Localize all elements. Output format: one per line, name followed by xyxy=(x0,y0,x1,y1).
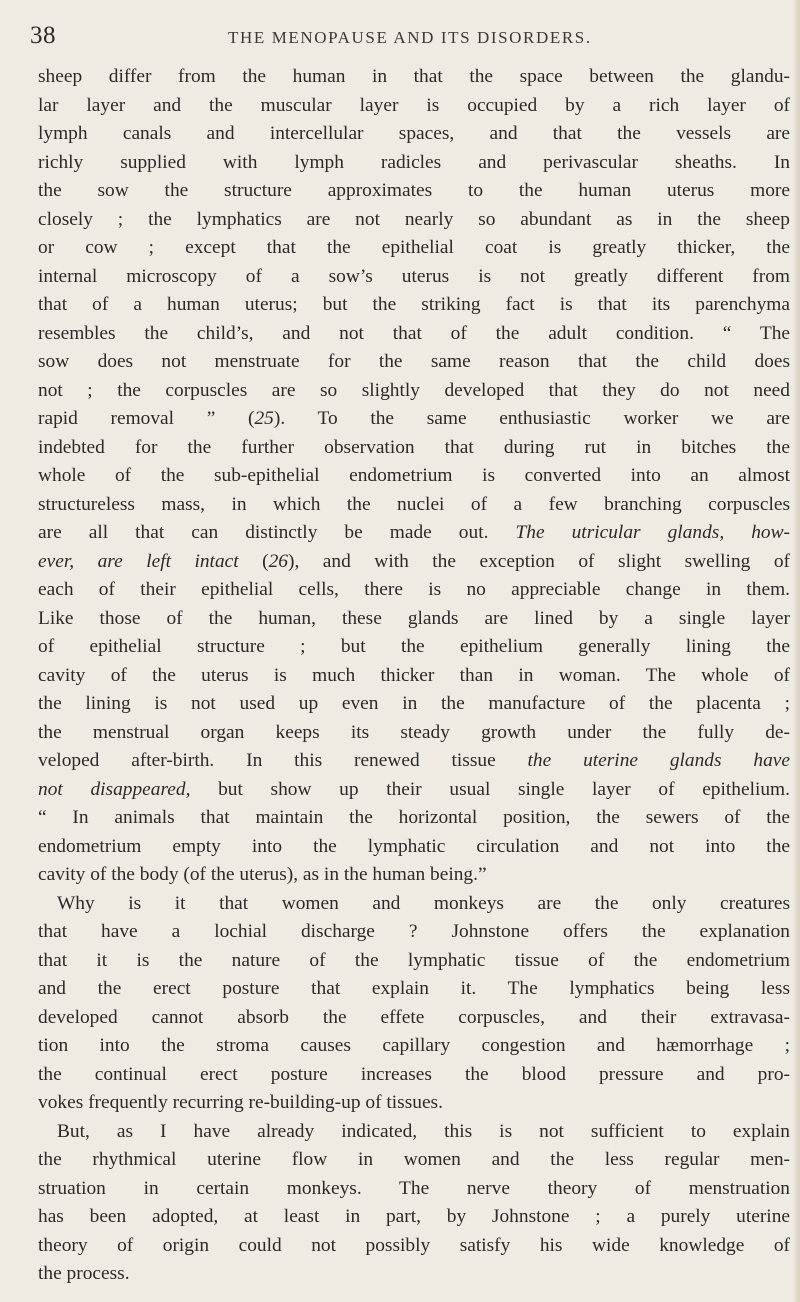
line-text: ). To the same enthusiastic worker we are xyxy=(273,408,790,429)
line-text: theory of origin could not possibly satisfy his wide knowledge of xyxy=(38,1234,790,1256)
text-line xyxy=(38,719,790,748)
text-line xyxy=(38,861,790,890)
text-line xyxy=(38,804,790,833)
italic-text: 25 xyxy=(254,408,274,429)
text-line xyxy=(38,918,790,947)
line-text: resembles the child’s, and not that of the adult condition. “ The xyxy=(38,322,790,344)
text-line xyxy=(38,92,790,121)
italic-text: ever, are left intact xyxy=(38,550,239,572)
text-line xyxy=(38,605,790,634)
page-edge xyxy=(794,0,800,1302)
text-line xyxy=(38,377,790,406)
line-text: lymph canals and intercellular spaces, and that the vessels are xyxy=(38,123,790,144)
line-text: the rhythmical uterine flow in women and the less regular men- xyxy=(38,1149,790,1170)
text-line xyxy=(38,662,790,691)
line-text: the lining is not used up even in the manufacture of the placenta ; xyxy=(38,693,790,714)
line-text: struation in certain monkeys. The nerve theory of menstruation xyxy=(38,1177,790,1199)
text-line xyxy=(38,320,790,349)
text-line xyxy=(38,548,790,577)
text-line xyxy=(38,519,790,548)
italic-text: The utricular glands, how- xyxy=(515,522,790,543)
line-text: not ; the corpuscles are so slightly developed that they do not need xyxy=(38,379,790,401)
line-text: the process. xyxy=(38,1263,130,1284)
italic-text: 26 xyxy=(268,550,288,572)
italic-text: the uterine glands have xyxy=(527,750,790,771)
text-line xyxy=(38,63,790,92)
line-text: cavity of the body (of the uterus), as in the human being.” xyxy=(38,864,487,885)
text-line xyxy=(38,576,790,605)
line-text: endometrium empty into the lymphatic circulation and not into the xyxy=(38,835,790,857)
text-line xyxy=(38,177,790,206)
line-text: whole of the sub-epithelial endometrium is converted into an almost xyxy=(38,465,790,486)
line-text: sheep differ from the human in that the space between the glandu- xyxy=(38,66,790,87)
text-line xyxy=(38,690,790,719)
text-line xyxy=(38,833,790,862)
text-line xyxy=(38,1203,790,1232)
line-text: Why is it that women and monkeys are the only creatures xyxy=(57,892,790,914)
text-line xyxy=(38,1232,790,1261)
text-line xyxy=(38,975,790,1004)
line-text: cavity of the uterus is much thicker than in woman. The whole of xyxy=(38,664,790,686)
line-text: closely ; the lymphatics are not nearly so abundant as in the sheep xyxy=(38,208,790,230)
body-text xyxy=(38,63,790,1289)
text-line xyxy=(38,206,790,235)
line-text: sow does not menstruate for the same reason that the child does xyxy=(38,351,790,372)
text-line xyxy=(38,462,790,491)
running-title: THE MENOPAUSE AND ITS DISORDERS. xyxy=(228,28,592,47)
text-line xyxy=(38,947,790,976)
line-text: that have a lochial discharge ? Johnstone offers the explanation xyxy=(38,921,790,942)
text-line xyxy=(38,234,790,263)
line-text: richly supplied with lymph radicles and perivascular sheaths. In xyxy=(38,151,790,173)
line-text: ), and with the exception of slight swelling of xyxy=(288,550,790,572)
page-number: 38 xyxy=(30,22,56,49)
text-line xyxy=(38,1061,790,1090)
text-line xyxy=(38,291,790,320)
line-text: that it is the nature of the lymphatic tissue of the endometrium xyxy=(38,949,790,971)
text-line xyxy=(38,1175,790,1204)
text-line xyxy=(38,348,790,377)
running-head xyxy=(30,22,710,52)
line-text: But, as I have already indicated, this is not sufficient to explain xyxy=(57,1120,790,1142)
line-text: structureless mass, in which the nuclei of a few branching corpuscles xyxy=(38,493,790,515)
line-text: developed cannot absorb the effete corpuscles, and their extravasa- xyxy=(38,1006,790,1028)
line-text: rapid removal ” ( xyxy=(38,408,255,429)
text-line xyxy=(38,120,790,149)
text-line xyxy=(38,491,790,520)
text-line xyxy=(38,1089,790,1118)
line-text: has been adopted, at least in part, by Johnstone ; a purely uterine xyxy=(38,1206,790,1227)
line-text: indebted for the further observation that during rut in bitches the xyxy=(38,436,790,458)
line-text: internal microscopy of a sow’s uterus is not greatly different from xyxy=(38,265,790,287)
text-line xyxy=(38,434,790,463)
line-text: of epithelial structure ; but the epithelium generally lining the xyxy=(38,636,790,657)
line-text: lar layer and the muscular layer is occupied by a rich layer of xyxy=(38,94,790,116)
line-text: but show up their usual single layer of epithelium. xyxy=(190,778,790,800)
text-line xyxy=(38,405,790,434)
line-text: the sow the structure approximates to the human uterus more xyxy=(38,180,790,201)
text-line xyxy=(38,633,790,662)
text-line xyxy=(38,1146,790,1175)
text-line xyxy=(38,149,790,178)
line-text: and the erect posture that explain it. The lymphatics being less xyxy=(38,978,790,999)
line-text: are all that can distinctly be made out. xyxy=(38,522,516,543)
line-text: the continual erect posture increases the blood pressure and pro- xyxy=(38,1063,790,1085)
line-text: vokes frequently recurring re-building-up of tissues. xyxy=(38,1092,443,1113)
line-text: that of a human uterus; but the striking fact is that its parenchyma xyxy=(38,294,790,315)
line-text: Like those of the human, these glands are lined by a single layer xyxy=(38,607,790,629)
text-line xyxy=(38,263,790,292)
line-text: the menstrual organ keeps its steady growth under the fully de- xyxy=(38,721,790,743)
text-line xyxy=(38,1260,790,1289)
line-text: ( xyxy=(238,550,269,572)
line-text: each of their epithelial cells, there is no appreciable change in them. xyxy=(38,579,790,600)
text-line xyxy=(38,776,790,805)
italic-text: not disappeared, xyxy=(38,778,191,800)
text-line xyxy=(38,890,790,919)
line-text: or cow ; except that the epithelial coat is greatly thicker, the xyxy=(38,237,790,258)
line-text: veloped after-birth. In this renewed tissue xyxy=(38,750,528,771)
text-line xyxy=(38,1004,790,1033)
line-text: tion into the stroma causes capillary congestion and hæmorrhage ; xyxy=(38,1035,790,1056)
line-text: “ In animals that maintain the horizontal position, the sewers of the xyxy=(38,807,790,828)
text-line xyxy=(38,747,790,776)
text-line xyxy=(38,1032,790,1061)
text-line xyxy=(38,1118,790,1147)
